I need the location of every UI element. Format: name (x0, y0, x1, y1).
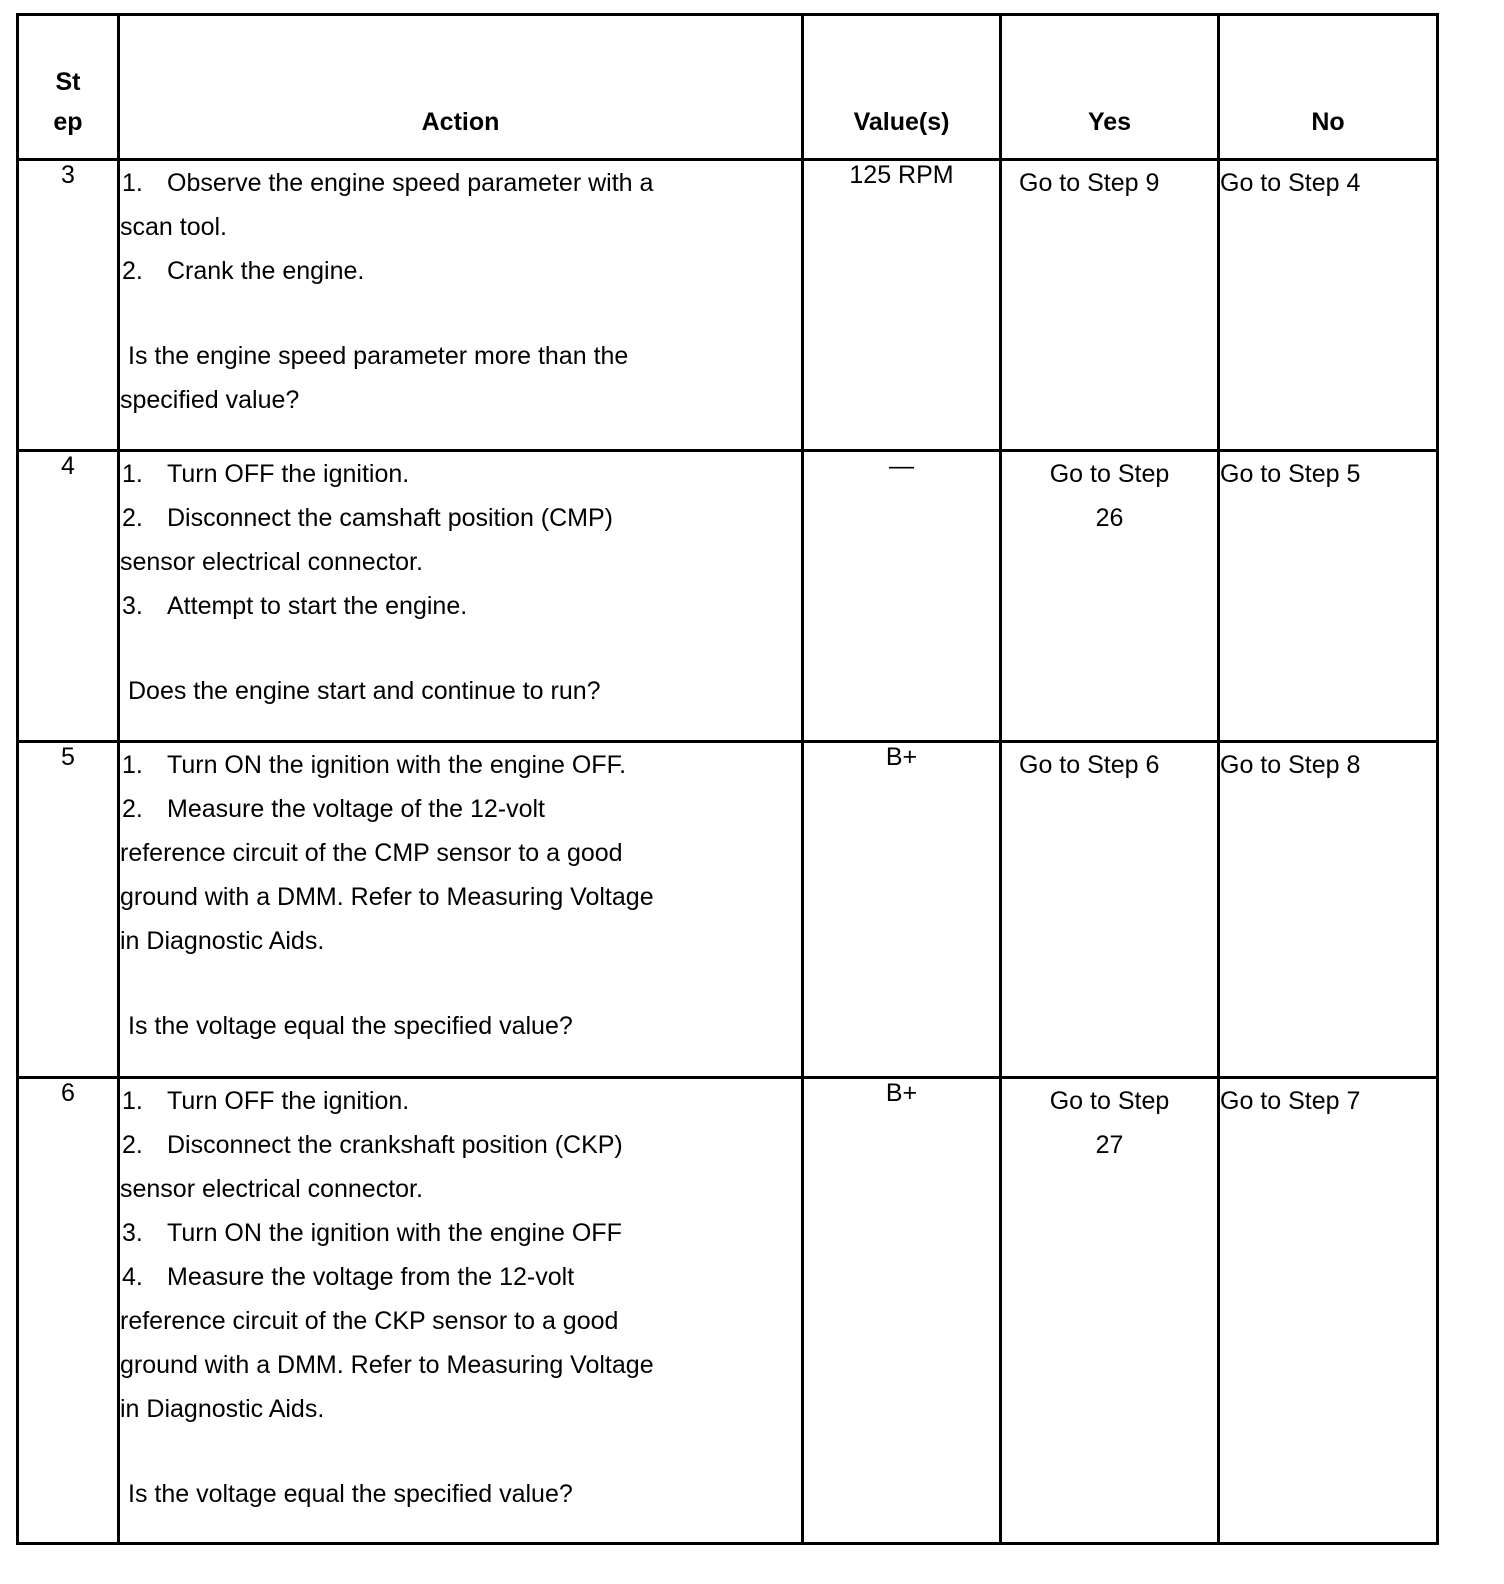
diagnostic-table (16, 13, 1439, 1545)
item-text: Observe the engine speed parameter with a (167, 169, 654, 197)
action-item-continued: scan tool. (120, 213, 228, 241)
yes-goto: Go to Step 9 (1019, 169, 1160, 197)
action-item-continued: in Diagnostic Aids. (120, 1395, 325, 1423)
item-number: 1. (122, 460, 143, 488)
action-item (120, 161, 801, 205)
action-cell (119, 160, 803, 451)
table-row-step-3 (18, 160, 1438, 451)
action-item (120, 743, 801, 787)
no-goto: Go to Step 8 (1220, 751, 1361, 779)
item-number: 4. (122, 1263, 143, 1291)
no-cell (1219, 160, 1438, 451)
action-cell (119, 451, 803, 742)
item-number: 2. (122, 795, 143, 823)
item-number: 3. (122, 592, 143, 620)
action-question: Is the voltage equal the specified value? (128, 1012, 573, 1040)
no-cell (1219, 451, 1438, 742)
item-number: 2. (122, 504, 143, 532)
action-item-continued: sensor electrical connector. (120, 1175, 423, 1203)
item-number: 2. (122, 1131, 143, 1159)
header-no: No (1219, 15, 1438, 160)
header-yes: Yes (1001, 15, 1219, 160)
action-item-continued: ground with a DMM. Refer to Measuring Voltage (120, 1351, 654, 1379)
item-text: Disconnect the crankshaft position (CKP) (167, 1131, 623, 1159)
header-action: Action (119, 15, 803, 160)
yes-goto: Go to Step 6 (1019, 751, 1160, 779)
yes-goto: Go to Step (1049, 460, 1170, 488)
value-cell: 125 RPM (803, 160, 1001, 451)
value-cell: B+ (803, 1078, 1001, 1544)
no-goto: Go to Step 5 (1220, 460, 1361, 488)
yes-cell (1001, 451, 1219, 742)
action-item-continued: reference circuit of the CKP sensor to a good (120, 1307, 619, 1335)
table-row-step-5 (18, 742, 1438, 1078)
value-cell: B+ (803, 742, 1001, 1078)
item-text: Attempt to start the engine. (167, 592, 468, 620)
table-header-row (18, 15, 1438, 160)
item-text: Crank the engine. (167, 257, 365, 285)
action-question-continued: specified value? (120, 386, 300, 414)
item-number: 1. (122, 751, 143, 779)
item-text: Turn OFF the ignition. (167, 460, 410, 488)
no-goto: Go to Step 7 (1220, 1087, 1361, 1115)
item-text: Turn ON the ignition with the engine OFF. (167, 751, 627, 779)
action-item-continued: sensor electrical connector. (120, 548, 423, 576)
action-item (120, 452, 801, 496)
header-step (18, 15, 119, 160)
item-text: Measure the voltage from the 12-volt (167, 1263, 575, 1291)
yes-goto-step-number: 26 (1095, 504, 1124, 532)
item-number: 1. (122, 169, 143, 197)
step-number: 6 (18, 1078, 119, 1544)
no-cell (1219, 742, 1438, 1078)
action-question: Does the engine start and continue to run? (128, 677, 601, 705)
action-item-continued: in Diagnostic Aids. (120, 927, 325, 955)
item-text: Disconnect the camshaft position (CMP) (167, 504, 614, 532)
item-number: 3. (122, 1219, 143, 1247)
header-values: Value(s) (803, 15, 1001, 160)
item-text: Turn ON the ignition with the engine OFF (167, 1219, 622, 1247)
yes-cell (1001, 1078, 1219, 1544)
step-number: 4 (18, 451, 119, 742)
action-item (120, 1123, 801, 1167)
yes-goto-step-number: 27 (1095, 1131, 1124, 1159)
action-item-continued: ground with a DMM. Refer to Measuring Voltage (120, 883, 654, 911)
item-number: 1. (122, 1087, 143, 1115)
action-item-continued: reference circuit of the CMP sensor to a good (120, 839, 623, 867)
action-item (120, 1255, 801, 1299)
value-cell: — (803, 451, 1001, 742)
item-number: 2. (122, 257, 143, 285)
no-goto: Go to Step 4 (1220, 169, 1361, 197)
no-cell (1219, 1078, 1438, 1544)
item-text: Measure the voltage of the 12-volt (167, 795, 546, 823)
yes-cell (1001, 160, 1219, 451)
action-question: Is the voltage equal the specified value? (128, 1480, 573, 1508)
action-item (120, 787, 801, 831)
action-question: Is the engine speed parameter more than the (128, 342, 629, 370)
action-item (120, 584, 801, 628)
table-row-step-6 (18, 1078, 1438, 1544)
header-step-line1: St (55, 68, 81, 96)
yes-cell (1001, 742, 1219, 1078)
action-item (120, 1211, 801, 1255)
step-number: 5 (18, 742, 119, 1078)
table-row-step-4 (18, 451, 1438, 742)
action-item (120, 496, 801, 540)
header-step-line2: ep (53, 108, 83, 136)
action-item (120, 249, 801, 293)
diagnostic-table-container (16, 13, 1439, 1545)
action-item (120, 1079, 801, 1123)
item-text: Turn OFF the ignition. (167, 1087, 410, 1115)
action-cell (119, 742, 803, 1078)
yes-goto: Go to Step (1049, 1087, 1170, 1115)
action-cell (119, 1078, 803, 1544)
step-number: 3 (18, 160, 119, 451)
